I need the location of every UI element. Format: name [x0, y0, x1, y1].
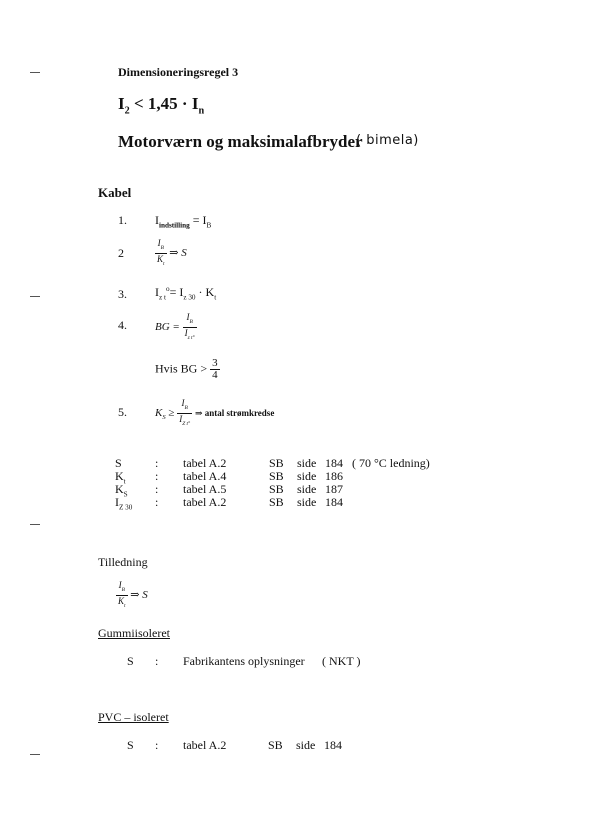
scan-mark	[30, 524, 40, 525]
reference-table	[115, 456, 455, 512]
step-3-formula: $I_{z t}^o= I_{z 30} \cdot K_t$	[155, 285, 217, 302]
fraction: $\frac{I_B}{K_t}$	[118, 580, 126, 609]
step-number: 4.	[118, 318, 127, 332]
step-2-formula: $\frac{I_B}{K_t}$ ⇒ S	[157, 238, 187, 267]
tilledning-formula: $\frac{I_B}{K_t}$ ⇒ S	[118, 580, 148, 609]
section-title-gummiisoleret: Gummiisoleret	[98, 626, 170, 640]
fraction: $\frac{I_B}{I_{z t^\circ}}$	[184, 312, 195, 341]
scan-mark	[30, 296, 40, 297]
fraction: $\frac{I_B}{I_{Z t^\circ}}$	[179, 398, 191, 427]
section-title-pvc: PVC – isoleret	[98, 710, 169, 724]
page-heading: Motorværn og maksimalafbryder	[118, 132, 363, 151]
fraction: $\frac{I_B}{K_t}$	[157, 238, 165, 267]
pvc-row: S : tabel A.2 SB side 184	[127, 738, 342, 752]
main-formula: $I_2 < 1,45 \cdot I_n$	[118, 94, 205, 117]
fraction: $\frac{3}{4}$	[212, 357, 218, 381]
table-row: S : tabel A.2 SB side 184 ( 70 °C ledning)	[115, 456, 430, 470]
step-5-formula: $K_S$ ≥ $\frac{I_B}{I_{Z t^\circ}}$ ⇒ antal strømkredse	[155, 398, 275, 427]
step-number: 1.	[118, 213, 127, 227]
step-1-formula: $I_{indstilling} = I_B$	[155, 213, 212, 230]
table-row: $I_{Z 30}$ : tabel A.2 SB side 184	[115, 495, 343, 512]
rule-title: Dimensioneringsregel 3	[118, 65, 239, 79]
handwritten-note: ( bimela)	[356, 133, 419, 148]
gummi-row: S : Fabrikantens oplysninger ( NKT )	[127, 654, 361, 668]
step-4-formula: BG = $\frac{I_B}{I_{z t^\circ}}$	[155, 312, 195, 341]
section-title-tilledning: Tilledning	[98, 555, 148, 569]
table-row: $K_t$ : tabel A.4 SB side 186	[115, 469, 343, 486]
step-number: 5.	[118, 405, 127, 419]
scan-mark	[30, 72, 40, 73]
scan-mark	[30, 754, 40, 755]
step-number: 2	[118, 246, 124, 260]
section-title-kabel: Kabel	[98, 185, 132, 200]
table-row: $K_S$ : tabel A.5 SB side 187	[115, 482, 343, 499]
step-number: 3.	[118, 287, 127, 301]
hvis-condition: Hvis BG > $\frac{3}{4}$	[155, 357, 218, 381]
